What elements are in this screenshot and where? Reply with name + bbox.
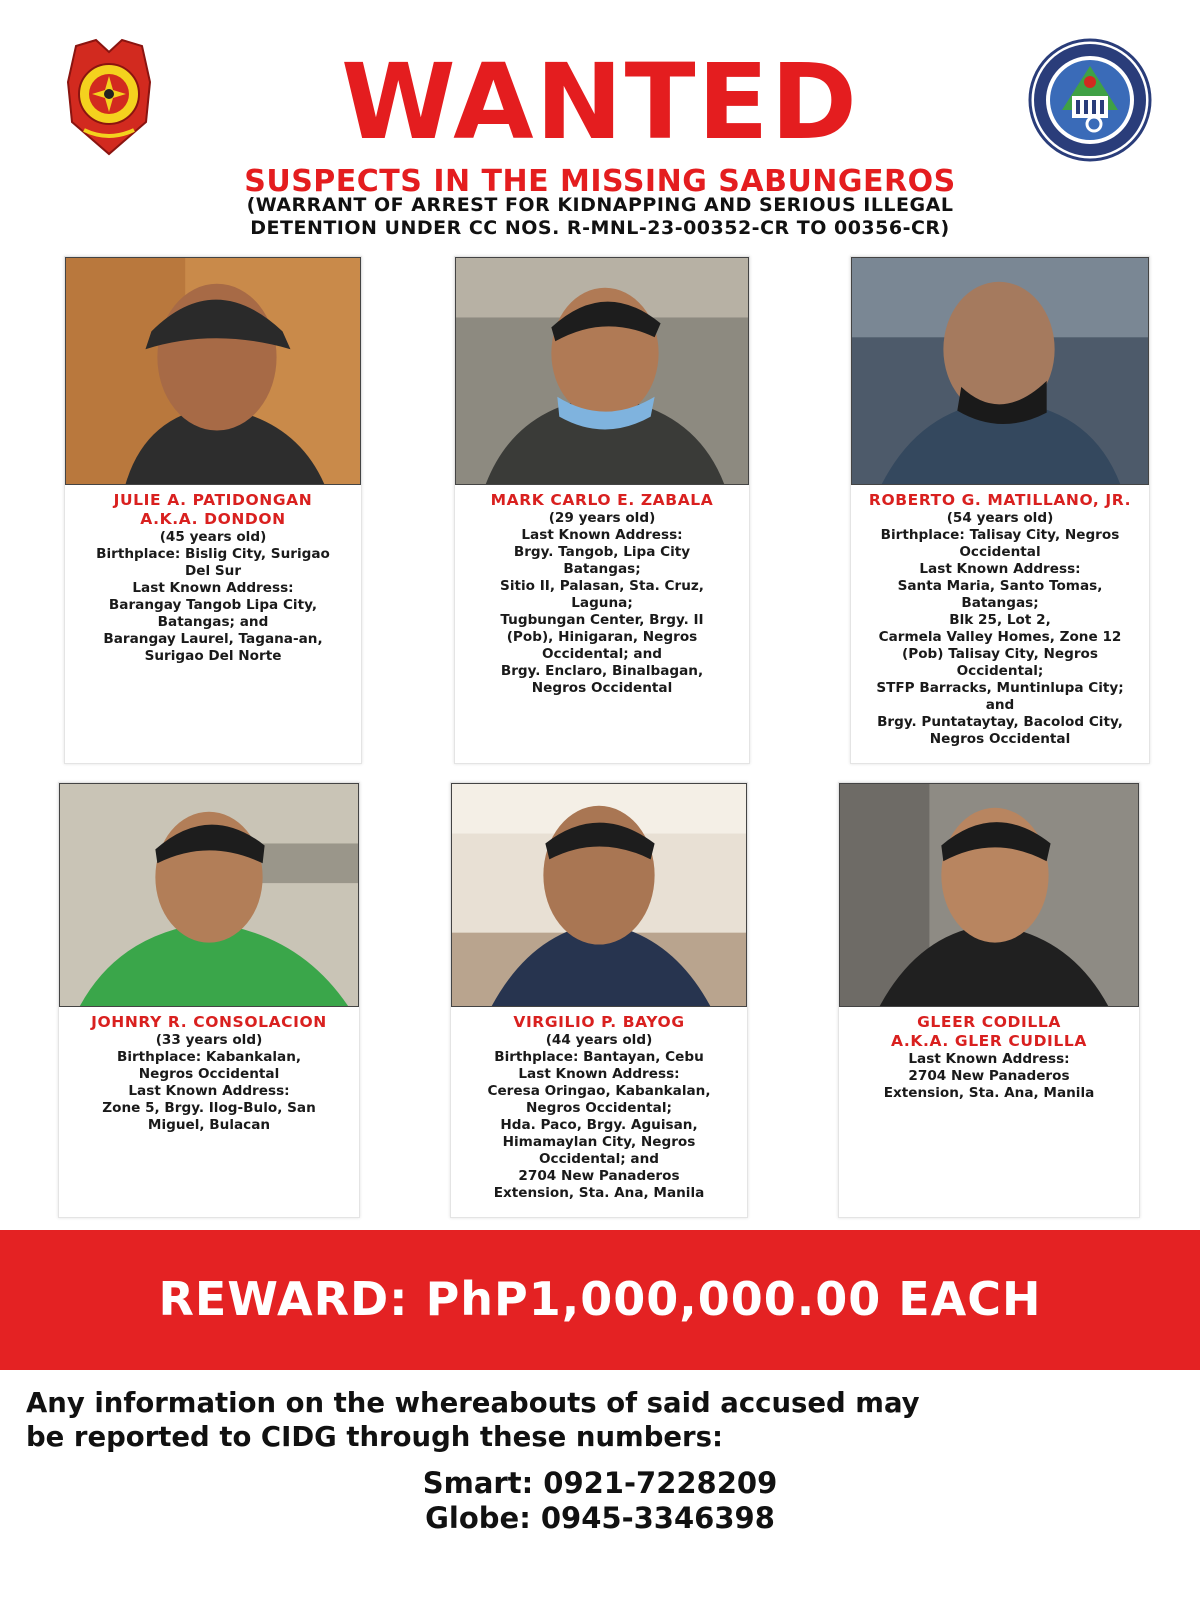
- suspect-photo-1: [65, 257, 361, 485]
- suspect-detail: Last Known Address:: [908, 1051, 1070, 1067]
- suspect-detail: (Pob) Talisay City, Negros: [902, 646, 1098, 662]
- suspect-card-1: [64, 256, 362, 764]
- suspect-detail: Surigao Del Norte: [144, 648, 282, 664]
- suspect-detail: Laguna;: [571, 595, 633, 611]
- suspect-detail: Brgy. Enclaro, Binalbagan,: [500, 663, 704, 679]
- suspect-photo-2: [455, 257, 749, 485]
- suspect-detail: (29 years old): [548, 510, 656, 526]
- suspect-detail: Himamaylan City, Negros: [502, 1134, 696, 1150]
- suspect-detail: Zone 5, Brgy. Ilog-Bulo, San: [102, 1100, 316, 1116]
- report-instructions: [26, 1386, 1180, 1454]
- suspect-detail: (33 years old): [155, 1032, 263, 1048]
- suspect-detail: Occidental; and: [538, 1151, 660, 1167]
- suspect-detail: Last Known Address:: [518, 1066, 680, 1082]
- suspect-name: VIRGILIO P. BAYOG: [513, 1013, 685, 1031]
- suspect-alias: A.K.A. DONDON: [140, 510, 286, 528]
- suspect-detail: Occidental; and: [541, 646, 663, 662]
- suspect-detail: Tugbungan Center, Brgy. II: [500, 612, 704, 628]
- warrant-line-1: (WARRANT OF ARREST FOR KIDNAPPING AND SERIOUS ILLEGAL: [246, 194, 954, 216]
- suspect-detail: Miguel, Bulacan: [147, 1117, 271, 1133]
- warrant-line-2: DETENTION UNDER CC NOS. R-MNL-23-00352-CR TO 00356-CR): [250, 217, 950, 239]
- report-line-1: Any information on the whereabouts of said accused may: [26, 1387, 920, 1419]
- suspect-detail: (45 years old): [159, 529, 267, 545]
- suspect-detail: Brgy. Tangob, Lipa City: [513, 544, 691, 560]
- suspect-name: MARK CARLO E. ZABALA: [490, 491, 714, 509]
- suspect-detail: (54 years old): [946, 510, 1054, 526]
- suspect-detail: Extension, Sta. Ana, Manila: [883, 1085, 1095, 1101]
- suspect-photo-3: [851, 257, 1149, 485]
- suspect-detail: 2704 New Panaderos: [908, 1068, 1070, 1084]
- suspect-card-6: [838, 782, 1140, 1218]
- suspect-detail: Barangay Tangob Lipa City,: [108, 597, 318, 613]
- suspect-detail: and: [985, 697, 1015, 713]
- suspect-detail: Birthplace: Talisay City, Negros: [880, 527, 1120, 543]
- suspect-detail: Blk 25, Lot 2,: [949, 612, 1051, 628]
- contact-numbers: [0, 1466, 1200, 1536]
- suspect-detail: Last Known Address:: [919, 561, 1081, 577]
- suspect-detail: Sitio II, Palasan, Sta. Cruz,: [500, 578, 704, 594]
- suspect-card-3: [850, 256, 1150, 764]
- suspect-detail: Ceresa Oringao, Kabankalan,: [487, 1083, 711, 1099]
- suspect-detail: Batangas;: [961, 595, 1039, 611]
- warrant-note: [150, 194, 1050, 240]
- suspect-card-4: [58, 782, 360, 1218]
- suspect-detail: (Pob), Hinigaran, Negros: [506, 629, 698, 645]
- suspect-detail: Negros Occidental: [929, 731, 1071, 747]
- suspect-photo-6: [839, 783, 1139, 1007]
- suspect-name: JULIE A. PATIDONGAN: [113, 491, 313, 509]
- suspect-detail: Last Known Address:: [521, 527, 683, 543]
- suspect-detail: Last Known Address:: [132, 580, 294, 596]
- suspect-photo-4: [59, 783, 359, 1007]
- suspect-detail: Occidental;: [956, 663, 1044, 679]
- suspect-detail: (44 years old): [545, 1032, 653, 1048]
- suspect-detail: Batangas;: [563, 561, 641, 577]
- report-line-2: be reported to CIDG through these numbers:: [26, 1421, 723, 1453]
- reward-text: REWARD: PhP1,000,000.00 EACH: [158, 1272, 1042, 1326]
- suspect-detail: STFP Barracks, Muntinlupa City;: [876, 680, 1124, 696]
- suspect-detail: Birthplace: Kabankalan,: [116, 1049, 302, 1065]
- suspect-name: ROBERTO G. MATILLANO, JR.: [868, 491, 1132, 509]
- suspect-detail: Barangay Laurel, Tagana-an,: [103, 631, 323, 647]
- suspect-detail: Negros Occidental: [531, 680, 673, 696]
- suspect-detail: Occidental: [959, 544, 1041, 560]
- suspect-card-2: [454, 256, 750, 764]
- globe-number: Globe: 0945-3346398: [425, 1501, 775, 1535]
- suspect-detail: Batangas; and: [157, 614, 269, 630]
- suspect-detail: Santa Maria, Santo Tomas,: [897, 578, 1103, 594]
- suspect-detail: 2704 New Panaderos: [518, 1168, 680, 1184]
- suspect-detail: Hda. Paco, Brgy. Aguisan,: [500, 1117, 698, 1133]
- suspect-name: JOHNRY R. CONSOLACION: [91, 1013, 327, 1031]
- suspect-detail: Negros Occidental;: [526, 1100, 672, 1116]
- suspect-detail: Carmela Valley Homes, Zone 12: [878, 629, 1122, 645]
- suspect-card-5: [450, 782, 748, 1218]
- suspect-photo-5: [451, 783, 747, 1007]
- subtitle: SUSPECTS IN THE MISSING SABUNGEROS: [244, 164, 956, 199]
- suspect-detail: Birthplace: Bislig City, Surigao: [96, 546, 330, 562]
- cidg-seal-icon: [1028, 38, 1152, 162]
- suspect-detail: Extension, Sta. Ana, Manila: [493, 1185, 705, 1201]
- suspect-name: GLEER CODILLA: [917, 1013, 1061, 1031]
- suspect-detail: Last Known Address:: [128, 1083, 290, 1099]
- suspect-detail: Birthplace: Bantayan, Cebu: [494, 1049, 704, 1065]
- suspect-detail: Del Sur: [184, 563, 242, 579]
- suspect-detail: Negros Occidental: [138, 1066, 280, 1082]
- page-title: WANTED: [341, 41, 859, 163]
- smart-number: Smart: 0921-7228209: [422, 1466, 778, 1500]
- suspect-detail: Brgy. Puntataytay, Bacolod City,: [877, 714, 1123, 730]
- suspect-alias: A.K.A. GLER CUDILLA: [891, 1032, 1087, 1050]
